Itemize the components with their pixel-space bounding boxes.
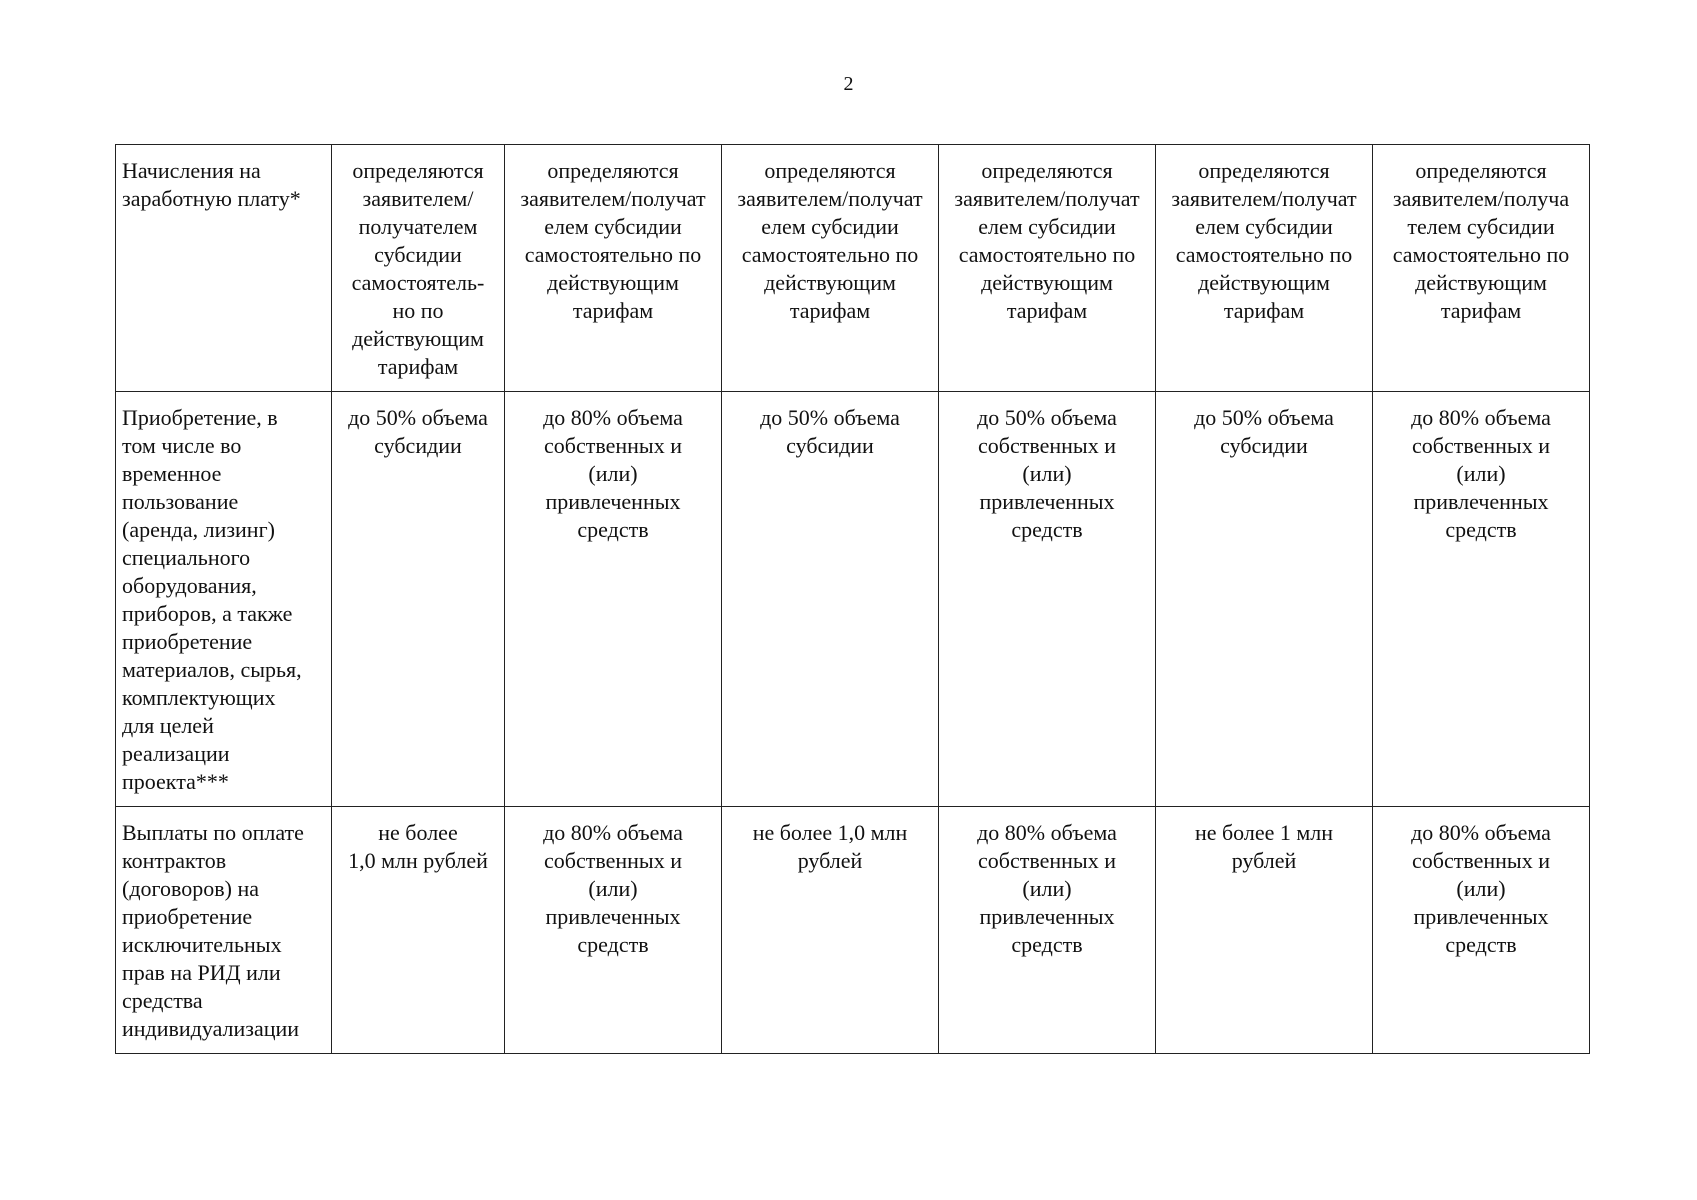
table-cell — [1373, 807, 1590, 1054]
page-number: 2 — [843, 73, 854, 95]
table-cell — [1156, 392, 1373, 807]
cell-text: до 50% объема собственных и (или) привлеченных средств — [977, 405, 1117, 542]
table-cell — [505, 145, 722, 392]
table-cell — [505, 392, 722, 807]
table-cell — [722, 392, 939, 807]
cell-text: до 80% объема собственных и (или) привлеченных средств — [543, 820, 683, 957]
table-cell — [1156, 807, 1373, 1054]
cell-text: не более 1,0 млн рублей — [348, 820, 488, 873]
cell-text: не более 1,0 млн рублей — [752, 820, 908, 873]
cost-table — [115, 144, 1590, 1054]
table-cell — [505, 807, 722, 1054]
row-label-cell — [116, 392, 332, 807]
cell-text: определяются заявителем/получат елем субсидии самостоятельно по действующим тарифам — [737, 158, 923, 323]
table-cell — [1156, 145, 1373, 392]
table-cell — [332, 392, 505, 807]
table-cell — [1373, 145, 1590, 392]
cell-text: определяются заявителем/получат елем субсидии самостоятельно по действующим тарифам — [954, 158, 1140, 323]
row-label: Приобретение, в том числе во временное пользование (аренда, лизинг) специального оборудования, приборов, а также приобретение материалов, сырья, комплектующих для целей реализации проекта*** — [122, 405, 302, 794]
table-row — [116, 392, 1590, 807]
cell-text: определяются заявителем/ получателем субсидии самостоятель- но по действующим тарифам — [351, 158, 485, 379]
row-label-cell — [116, 145, 332, 392]
cell-text: до 80% объема собственных и (или) привлеченных средств — [1411, 405, 1551, 542]
table-row — [116, 807, 1590, 1054]
table-cell — [939, 392, 1156, 807]
table-cell — [1373, 392, 1590, 807]
table-cell — [722, 145, 939, 392]
row-label: Начисления на заработную плату* — [122, 158, 301, 211]
cell-text: определяются заявителем/получат елем субсидии самостоятельно по действующим тарифам — [520, 158, 706, 323]
row-label: Выплаты по оплате контрактов (договоров) на приобретение исключительных прав на РИД или средства индивидуализации — [122, 820, 304, 1041]
cell-text: определяются заявителем/получат елем субсидии самостоятельно по действующим тарифам — [1171, 158, 1357, 323]
table-cell — [722, 807, 939, 1054]
cell-text: до 80% объема собственных и (или) привлеченных средств — [1411, 820, 1551, 957]
cell-text: не более 1 млн рублей — [1194, 820, 1334, 873]
table-cell — [939, 807, 1156, 1054]
cell-text: до 50% объема субсидии — [1194, 405, 1334, 458]
row-label-cell — [116, 807, 332, 1054]
cell-text: до 80% объема собственных и (или) привлеченных средств — [543, 405, 683, 542]
table-cell — [332, 145, 505, 392]
cell-text: до 50% объема субсидии — [348, 405, 488, 458]
table-cell — [332, 807, 505, 1054]
cell-text: до 80% объема собственных и (или) привлеченных средств — [977, 820, 1117, 957]
cell-text: до 50% объема субсидии — [760, 405, 900, 458]
table-row — [116, 145, 1590, 392]
cell-text: определяются заявителем/получа телем субсидии самостоятельно по действующим тарифам — [1392, 158, 1570, 323]
table-cell — [939, 145, 1156, 392]
